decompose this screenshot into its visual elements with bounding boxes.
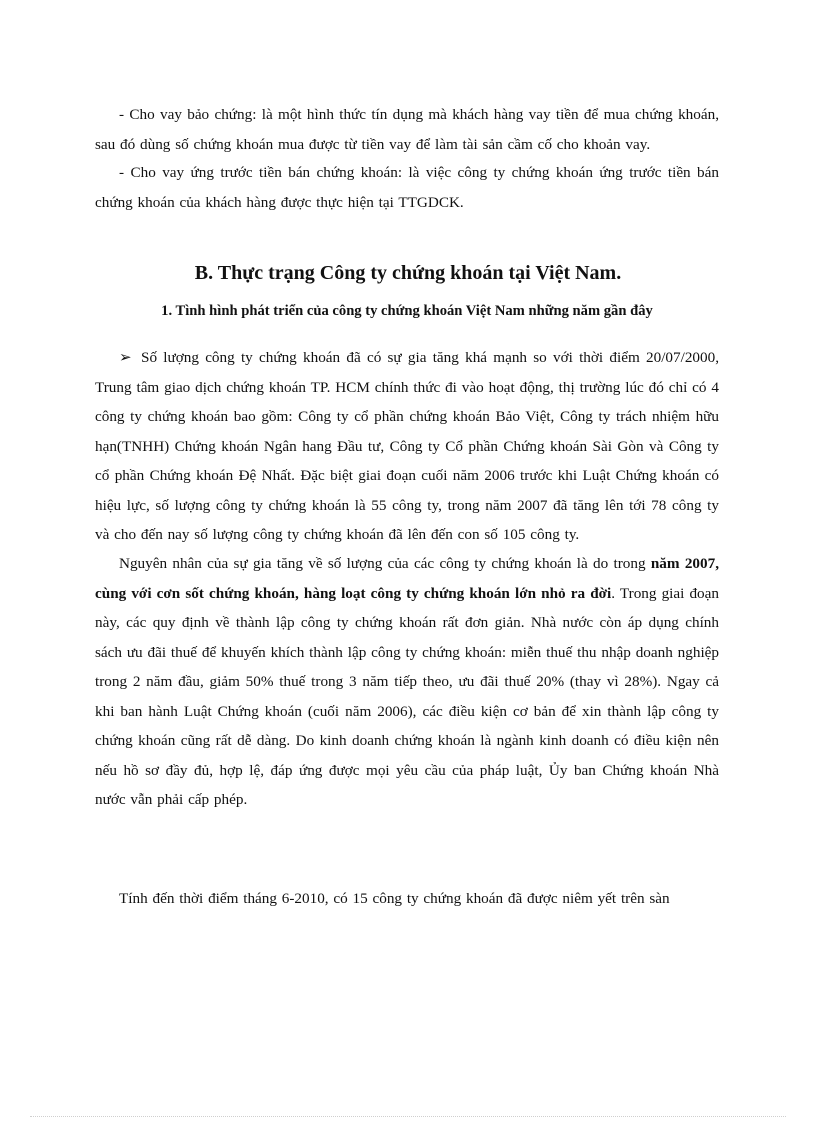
- bullet-cho-vay-ung-truoc: - Cho vay ứng trước tiền bán chứng khoán: là việc công ty chứng khoán ứng trước tiền bán chứng khoán của khách hàng được thực hiện tại TTGDCK.: [95, 164, 719, 211]
- paragraph-nguyen-nhan-end: . Trong giai đoạn này, các quy định về thành lập công ty chứng khoán rất đơn giản. Nhà nước còn áp dụng chính sách ưu đãi thuế để khuyến khích thành lập công ty chứng khoán: miễn thuế thu nhập doanh nghiệp trong 2 năm đầu, giảm 50% thuế trong 3 năm tiếp theo, ưu đãi thuế 20% (thay vì 28%). Ngay cả khi ban hành Luật Chứng khoán (cuối năm 2006), các điều kiện cơ bản để xin thành lập công ty chứng khoán cũng rất dễ dàng. Do kinh doanh chứng khoán là ngành kinh doanh có điều kiện nên nếu hồ sơ đầy đủ, hợp lệ, đáp ứng được mọi yêu cầu của pháp luật, Ủy ban Chứng khoán Nhà nước vẫn phải cấp phép.: [95, 584, 719, 808]
- paragraph-nguyen-nhan-bold: năm 2007, cùng với cơn sốt chứng khoán, hàng loạt công ty chứng khoán lớn nhỏ ra đời: [95, 555, 719, 602]
- page-bottom-border: [30, 1116, 786, 1117]
- section-1-subtitle: 1. Tình hình phát triển của công ty chứng khoán Việt Nam những năm gần đây: [161, 303, 653, 319]
- paragraph-so-luong-cong-ty: [95, 343, 719, 550]
- paragraph-tinh-den-thoi-diem: Tính đến thời điểm tháng 6-2010, có 15 công ty chứng khoán đã được niêm yết trên sàn: [119, 890, 670, 907]
- section-b-title: B. Thực trạng Công ty chứng khoán tại Việt Nam.: [194, 262, 622, 284]
- bullet-cho-vay-bao-chung: - Cho vay bảo chứng: là một hình thức tín dụng mà khách hàng vay tiền để mua chứng khoán, sau đó dùng số chứng khoán mua được từ tiền vay để làm tài sản cầm cố cho khoản vay.: [95, 106, 719, 153]
- paragraph-nguyen-nhan: [95, 549, 719, 815]
- paragraph-nguyen-nhan-start: Nguyên nhân của sự gia tăng về số lượng của các công ty chứng khoán là do trong: [119, 555, 651, 572]
- arrow-bullet-icon: ➢: [119, 349, 132, 366]
- paragraph-so-luong-text: Số lượng công ty chứng khoán đã có sự gia tăng khá mạnh so với thời điểm 20/07/2000, Trung tâm giao dịch chứng khoán TP. HCM chính thức đi vào hoạt động, thị trường lúc đó chỉ có 4 công ty chứng khoán bao gồm: Công ty cổ phần chứng khoán Bảo Việt, Công ty trách nhiệm hữu hạn(TNHH) Chứng khoán Ngân hang Đầu tư, Công ty Cổ phần Chứng khoán Sài Gòn và Công ty cổ phần Chứng khoán Đệ Nhất. Đặc biệt giai đoạn cuối năm 2006 trước khi Luật Chứng khoán có hiệu lực, số lượng công ty chứng khoán là 55 công ty, trong năm 2007 đã tăng lên tới 78 công ty và cho đến nay số lượng công ty chứng khoán đã lên đến con số 105 công ty.: [95, 349, 719, 543]
